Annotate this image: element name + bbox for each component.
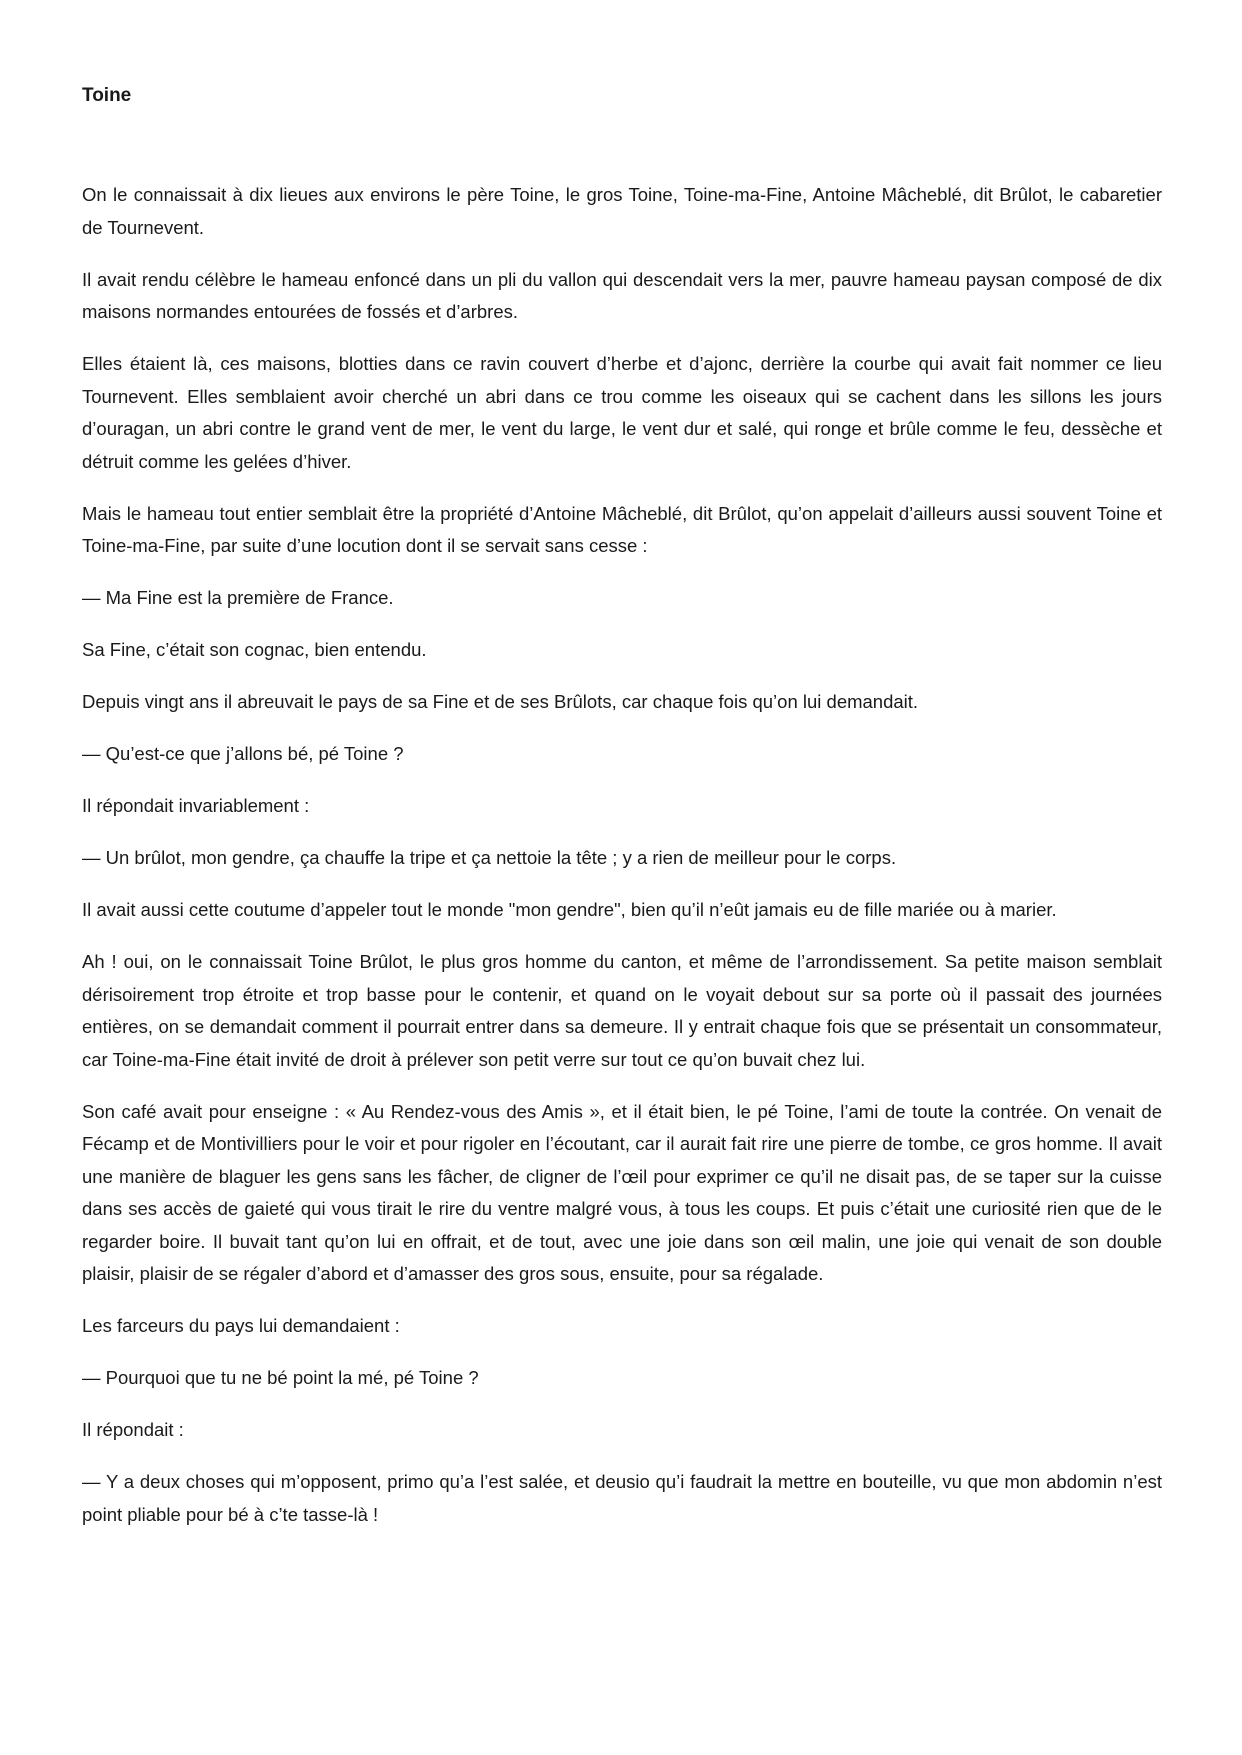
paragraph-5: — Ma Fine est la première de France. — [82, 587, 394, 608]
paragraph-7: Depuis vingt ans il abreuvait le pays de sa Fine et de ses Brûlots, car chaque fois qu’on lui demandait. — [82, 691, 919, 712]
paragraph-17: — Y a deux choses qui m’opposent, primo qu’a l’est salée, et deusio qu’i faudrait la mettre en bouteille, vu que mon abdomin n’est point pliable pour bé à c’te tasse-là ! — [82, 1471, 1162, 1525]
paragraph-14: Les farceurs du pays lui demandaient : — [82, 1315, 400, 1336]
paragraph-16: Il répondait : — [82, 1419, 184, 1440]
paragraph-8: — Qu’est-ce que j’allons bé, pé Toine ? — [82, 743, 404, 764]
paragraph-15: — Pourquoi que tu ne bé point la mé, pé Toine ? — [82, 1367, 479, 1388]
paragraph-9: Il répondait invariablement : — [82, 795, 310, 816]
paragraph-2: Il avait rendu célèbre le hameau enfoncé dans un pli du vallon qui descendait vers la mer, pauvre hameau paysan composé de dix maisons normandes entourées de fossés et d’arbres. — [82, 268, 1162, 322]
paragraph-11: Il avait aussi cette coutume d’appeler tout le monde "mon gendre", bien qu’il n’eût jamais eu de fille mariée ou à marier. — [82, 899, 1057, 920]
paragraph-3: Elles étaient là, ces maisons, blotties dans ce ravin couvert d’herbe et d’ajonc, derrière la courbe qui avait fait nommer ce lieu Tournevent. Elles semblaient avoir cherché un abri dans ce trou comme les oiseaux qui se cachent dans les sillons les jours d’ouragan, un abri contre le grand vent de mer, le vent du large, le vent dur et salé, qui ronge et brûle comme le feu, dessèche et détruit comme les gelées d’hiver. — [82, 353, 1162, 472]
paragraph-6: Sa Fine, c’était son cognac, bien entendu. — [82, 639, 427, 660]
paragraph-10: — Un brûlot, mon gendre, ça chauffe la tripe et ça nettoie la tête ; y a rien de meilleur pour le corps. — [82, 847, 897, 868]
document-body — [82, 179, 1162, 1551]
paragraph-1: On le connaissait à dix lieues aux environs le père Toine, le gros Toine, Toine-ma-Fine, Antoine Mâcheblé, dit Brûlot, le cabaretier de Tournevent. — [82, 184, 1162, 238]
paragraph-4: Mais le hameau tout entier semblait être la propriété d’Antoine Mâcheblé, dit Brûlot, qu’on appelait d’ailleurs aussi souvent Toine et Toine-ma-Fine, par suite d’une locution dont il se servait sans cesse : — [82, 502, 1162, 556]
paragraph-13: Son café avait pour enseigne : « Au Rendez-vous des Amis », et il était bien, le pé Toine, l’ami de toute la contrée. On venait de Fécamp et de Montivilliers pour le voir et pour rigoler en l’écoutant, car il aurait fait rire une pierre de tombe, ce gros homme. Il avait une manière de blaguer les gens sans les fâcher, de cligner de l’œil pour exprimer ce qu’il ne disait pas, de se taper sur la cuisse dans ses accès de gaieté qui vous tirait le rire du ventre malgré vous, à tous les coups. Et puis c’était une curiosité rien que de le regarder boire. Il buvait tant qu’on lui en offrait, et de tout, avec une joie dans son œil malin, une joie qui venait de son double plaisir, plaisir de se régaler d’abord et d’amasser des gros sous, ensuite, pour sa régalade. — [82, 1100, 1162, 1284]
paragraph-12: Ah ! oui, on le connaissait Toine Brûlot, le plus gros homme du canton, et même de l’arrondissement. Sa petite maison semblait dérisoirement trop étroite et trop basse pour le contenir, et quand on le voyait debout sur sa porte où il passait des journées entières, on se demandait comment il pourrait entrer dans sa demeure. Il y entrait chaque fois que se présentait un consommateur, car Toine-ma-Fine était invité de droit à prélever son petit verre sur tout ce qu’on buvait chez lui. — [82, 951, 1162, 1070]
document-title: Toine — [82, 85, 132, 106]
